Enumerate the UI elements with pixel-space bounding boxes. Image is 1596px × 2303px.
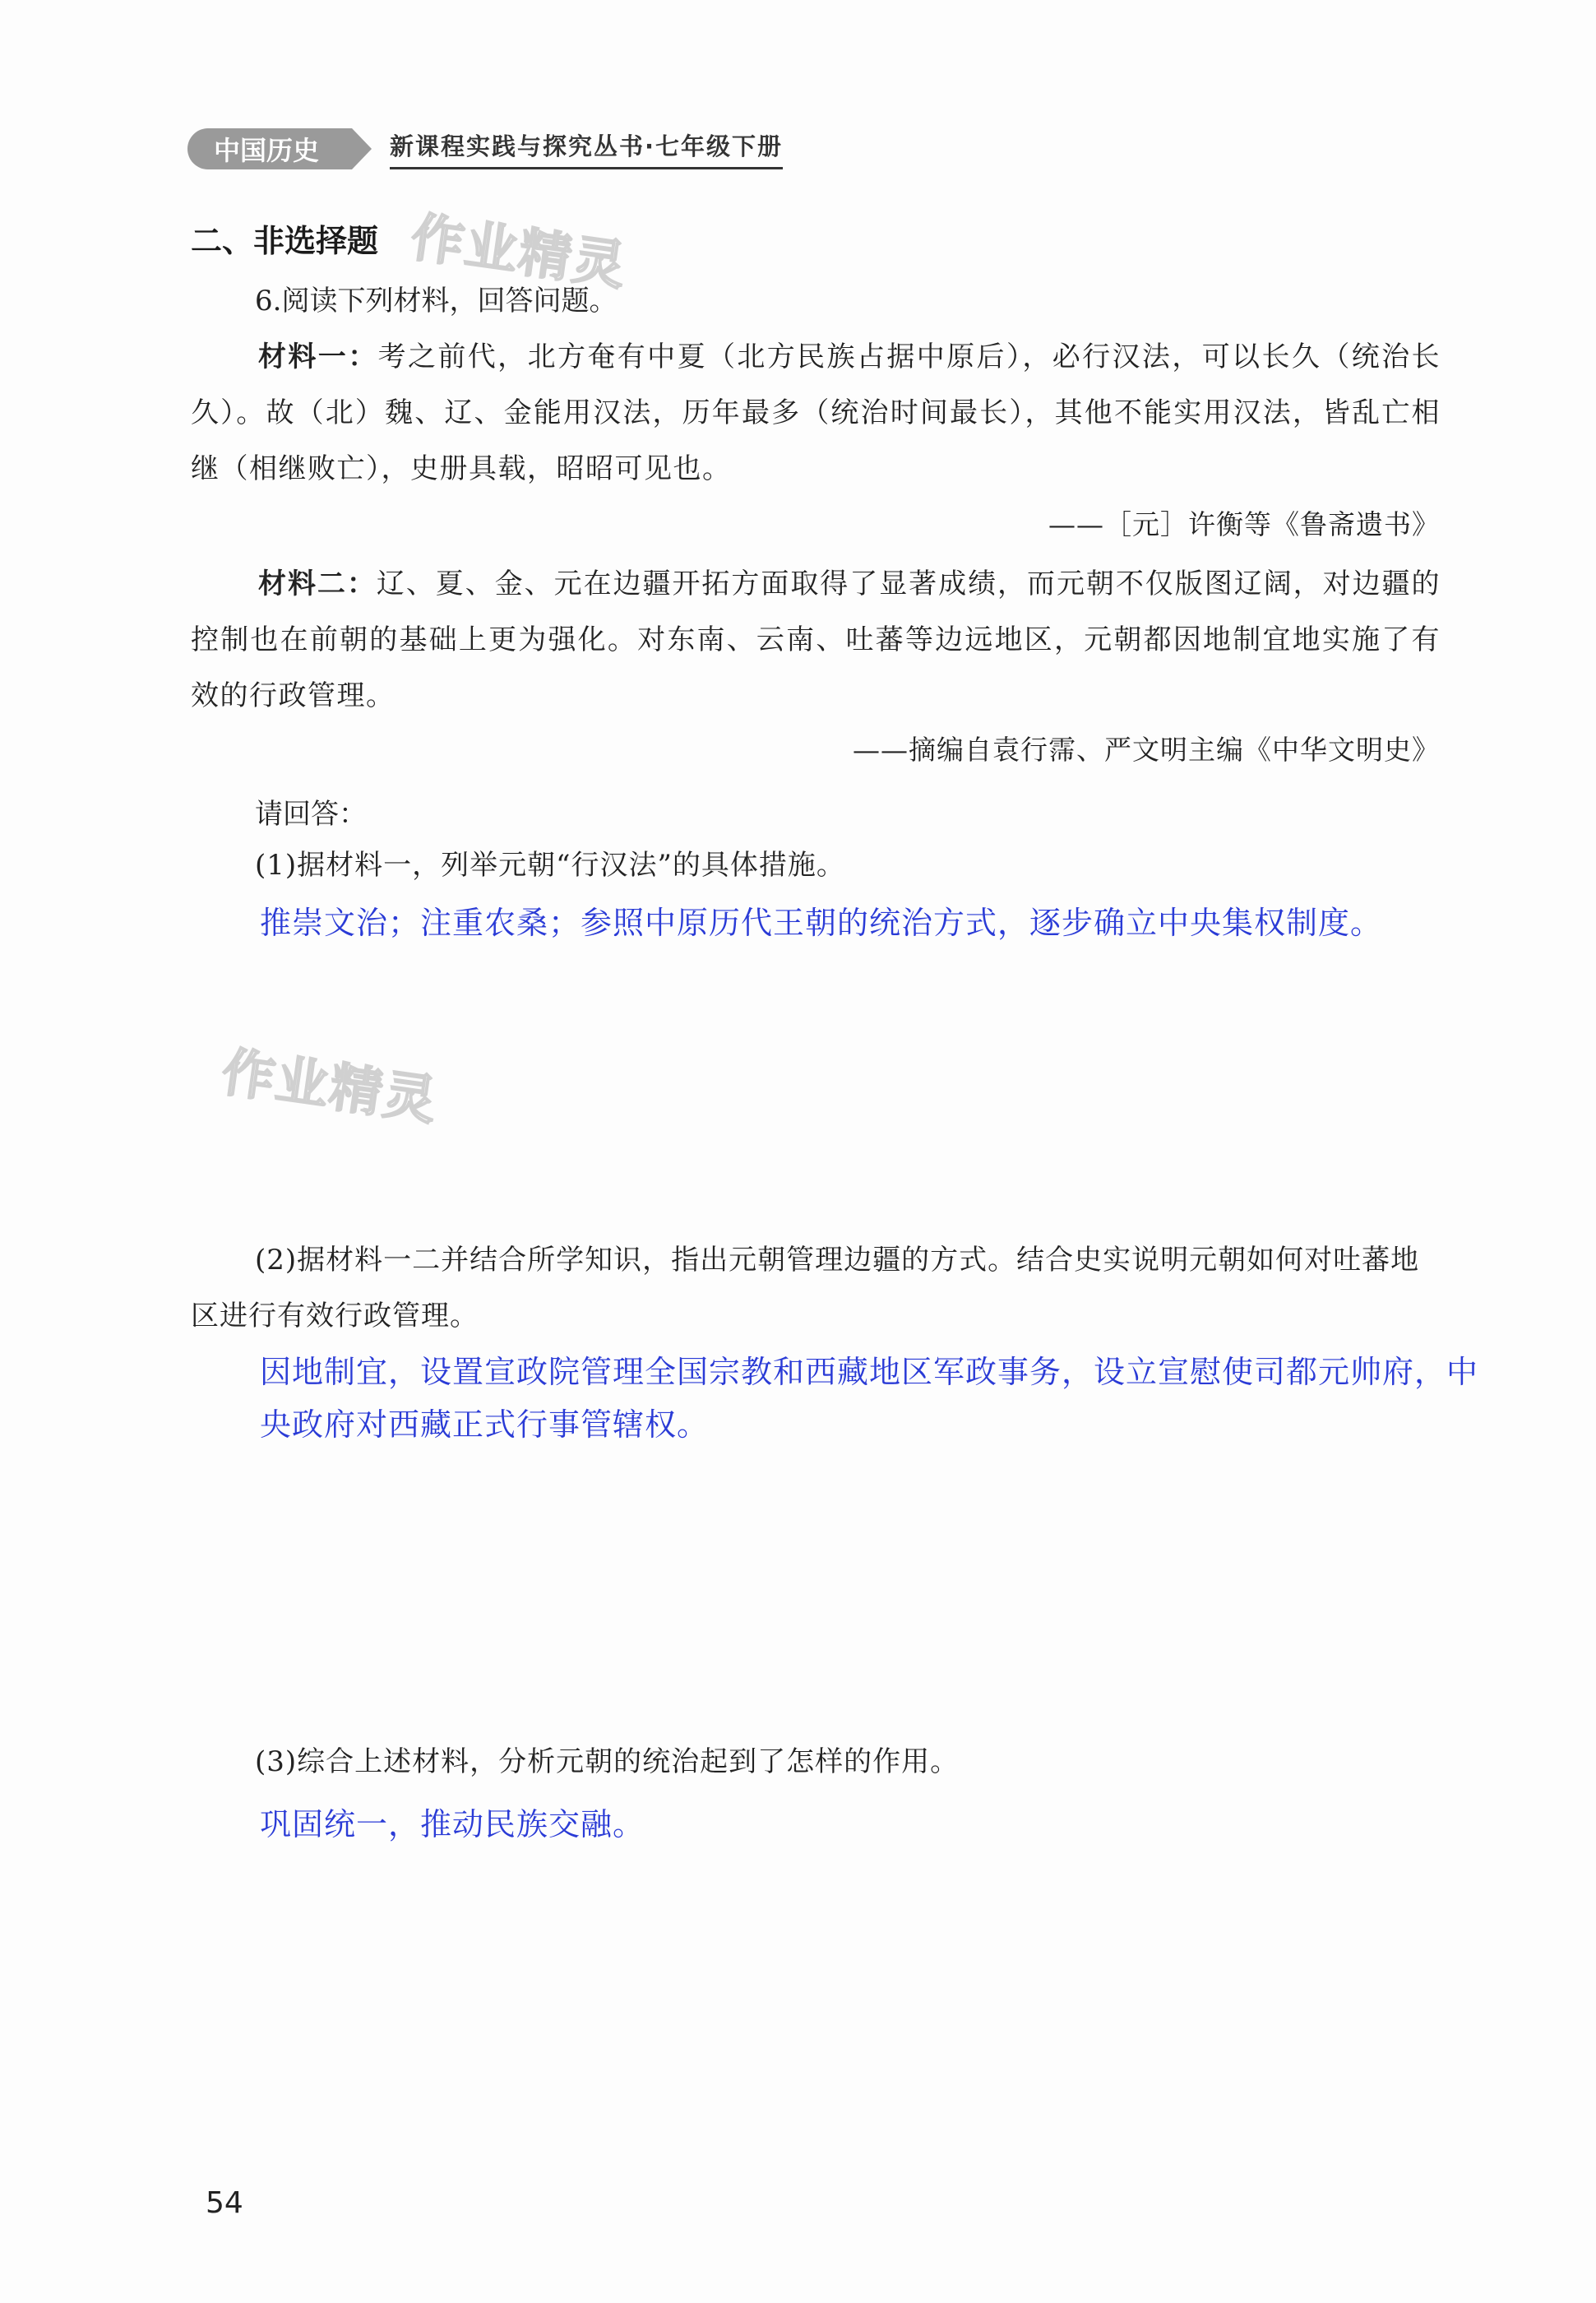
watermark: 作业精灵: [218, 1041, 442, 1133]
sub-question-2: (2)据材料一二并结合所学知识，指出元朝管理边疆的方式。结合史实说明元朝如何对吐蕃地区进行有效行政管理。: [191, 1244, 1420, 1332]
question-intro: 6.阅读下列材料，回答问题。: [255, 285, 618, 317]
series-title: 新课程实践与探究丛书·七年级下册: [390, 128, 783, 169]
answer-1: 推崇文治；注重农桑；参照中原历代王朝的统治方式，逐步确立中央集权制度。: [260, 905, 1383, 941]
material-2-source: ——摘编自袁行霈、严文明主编《中华文明史》: [853, 734, 1440, 766]
material-1-label: 材料一：: [258, 341, 378, 373]
ask-prompt: 请回答：: [255, 798, 367, 831]
page-number: 54: [206, 2186, 243, 2220]
sub-question-1: (1)据材料一，列举元朝“行汉法”的具体措施。: [255, 849, 845, 882]
material-1: [191, 329, 1441, 497]
section-title: 二、非选择题: [191, 223, 379, 259]
material-2-label: 材料二：: [258, 568, 377, 600]
material-2-text: 辽、夏、金、元在边疆开拓方面取得了显著成绩，而元朝不仅版图辽阔，对边疆的控制也在前朝的基础上更为强化。对东南、云南、吐蕃等边远地区，元朝都因地制宜地实施了有效的行政管理。: [191, 568, 1441, 712]
sub-question-3: (3)综合上述材料，分析元朝的统治起到了怎样的作用。: [255, 1745, 960, 1778]
page-header: [187, 128, 783, 169]
answer-3: 巩固统一，推动民族交融。: [260, 1806, 645, 1842]
answer-2: 因地制宜，设置宣政院管理全国宗教和西藏地区军政事务，设立宣慰使司都元帅府，中央政府对西藏正式行事管辖权。: [260, 1354, 1479, 1443]
material-2: [191, 556, 1441, 724]
material-1-text: 考之前代，北方奄有中夏（北方民族占据中原后），必行汉法，可以长久（统治长久）。故（北）魏、辽、金能用汉法，历年最多（统治时间最长），其他不能实用汉法，皆乱亡相继（相继败亡），史册具载，昭昭可见也。: [191, 341, 1441, 485]
watermark: 作业精灵: [407, 206, 631, 298]
material-1-source: ——［元］许衡等《鲁斋遗书》: [1048, 508, 1440, 540]
subject-tab: 中国历史: [187, 128, 352, 169]
